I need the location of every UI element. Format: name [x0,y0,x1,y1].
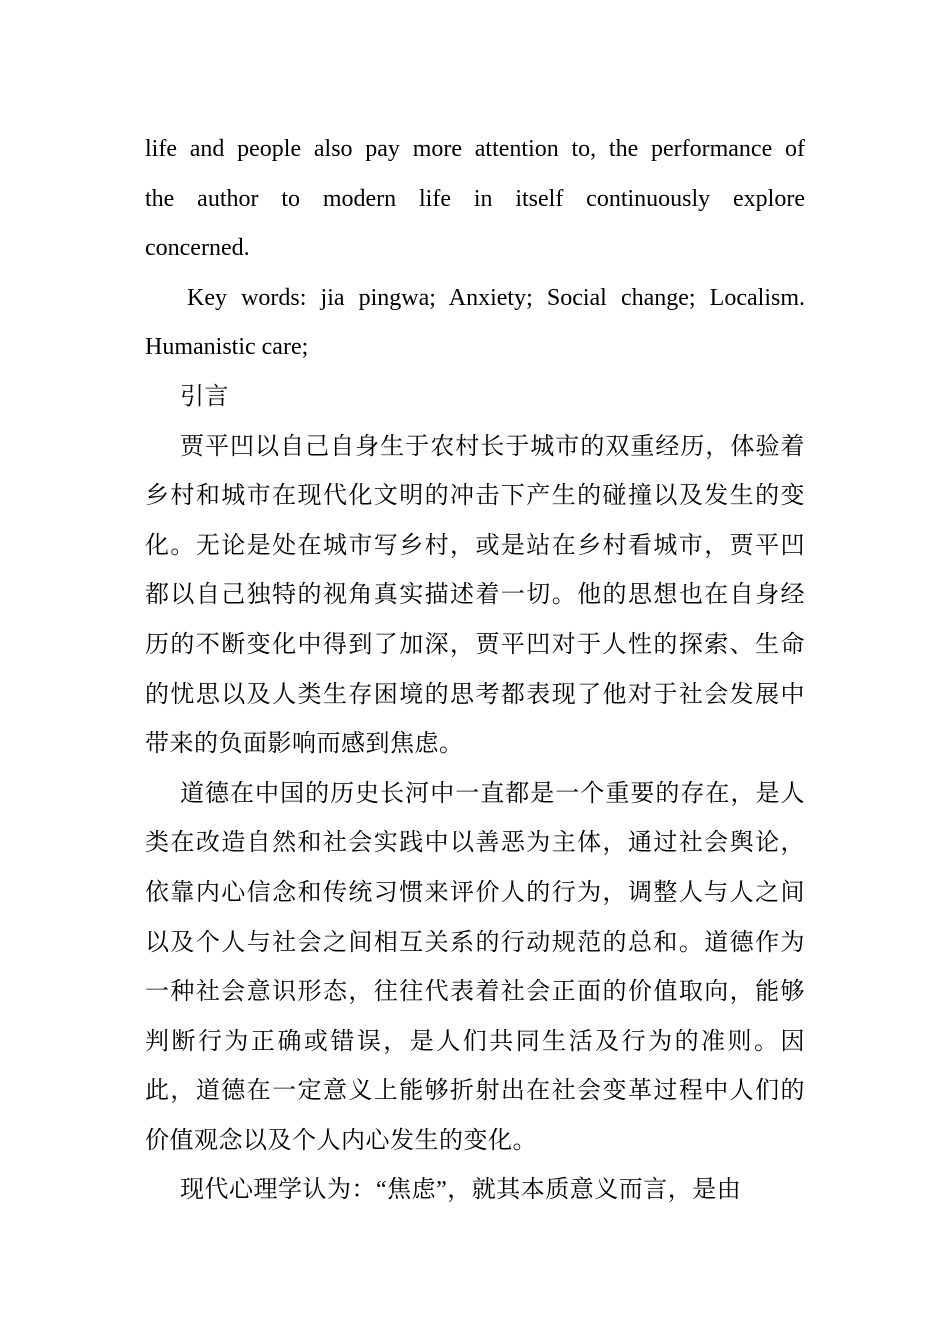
abstract-line: concerned. [145,235,250,262]
keywords-line: Key words: jia pingwa; Anxiety; Social change; Localism. [187,284,805,311]
body-paragraph: 道德在中国的历史长河中一直都是一个重要的存在，是人类在改造自然和社会实践中以善恶为主体，通过社会舆论，依靠内心信念和传统习惯来评价人的行为，调整人与人之间以及个人与社会之间相互关系的行动规范的总和。道德作为一种社会意识形态，往往代表着社会正面的价值取向，能够判断行为正确或错误，是人们共同生活及行为的准则。因此，道德在一定意义上能够折射出在社会变革过程中人们的价值观念以及个人内心发生的变化。 [145,780,805,1154]
body-paragraph: 贾平凹以自己自身生于农村长于城市的双重经历，体验着乡村和城市在现代化文明的冲击下产生的碰撞以及发生的变化。无论是处在城市写乡村，或是站在乡村看城市，贾平凹都以自己独特的视角真实描述着一切。他的思想也在自身经历的不断变化中得到了加深，贾平凹对于人性的探索、生命的忧思以及人类生存困境的思考都表现了他对于社会发展中带来的负面影响而感到焦虑。 [145,433,805,758]
abstract-line: the author to modern life in itself continuously explore [145,185,805,212]
abstract-tail [145,125,805,274]
body-paragraph: 现代心理学认为：“焦虑”，就其本质意义而言，是由 [180,1177,742,1204]
abstract-line: life and people also pay more attention to, the performance of [145,136,805,162]
keywords [145,274,805,373]
document-page [145,125,805,1216]
section-heading: 引言 [180,383,229,410]
keywords-line: Humanistic care; [145,334,309,361]
